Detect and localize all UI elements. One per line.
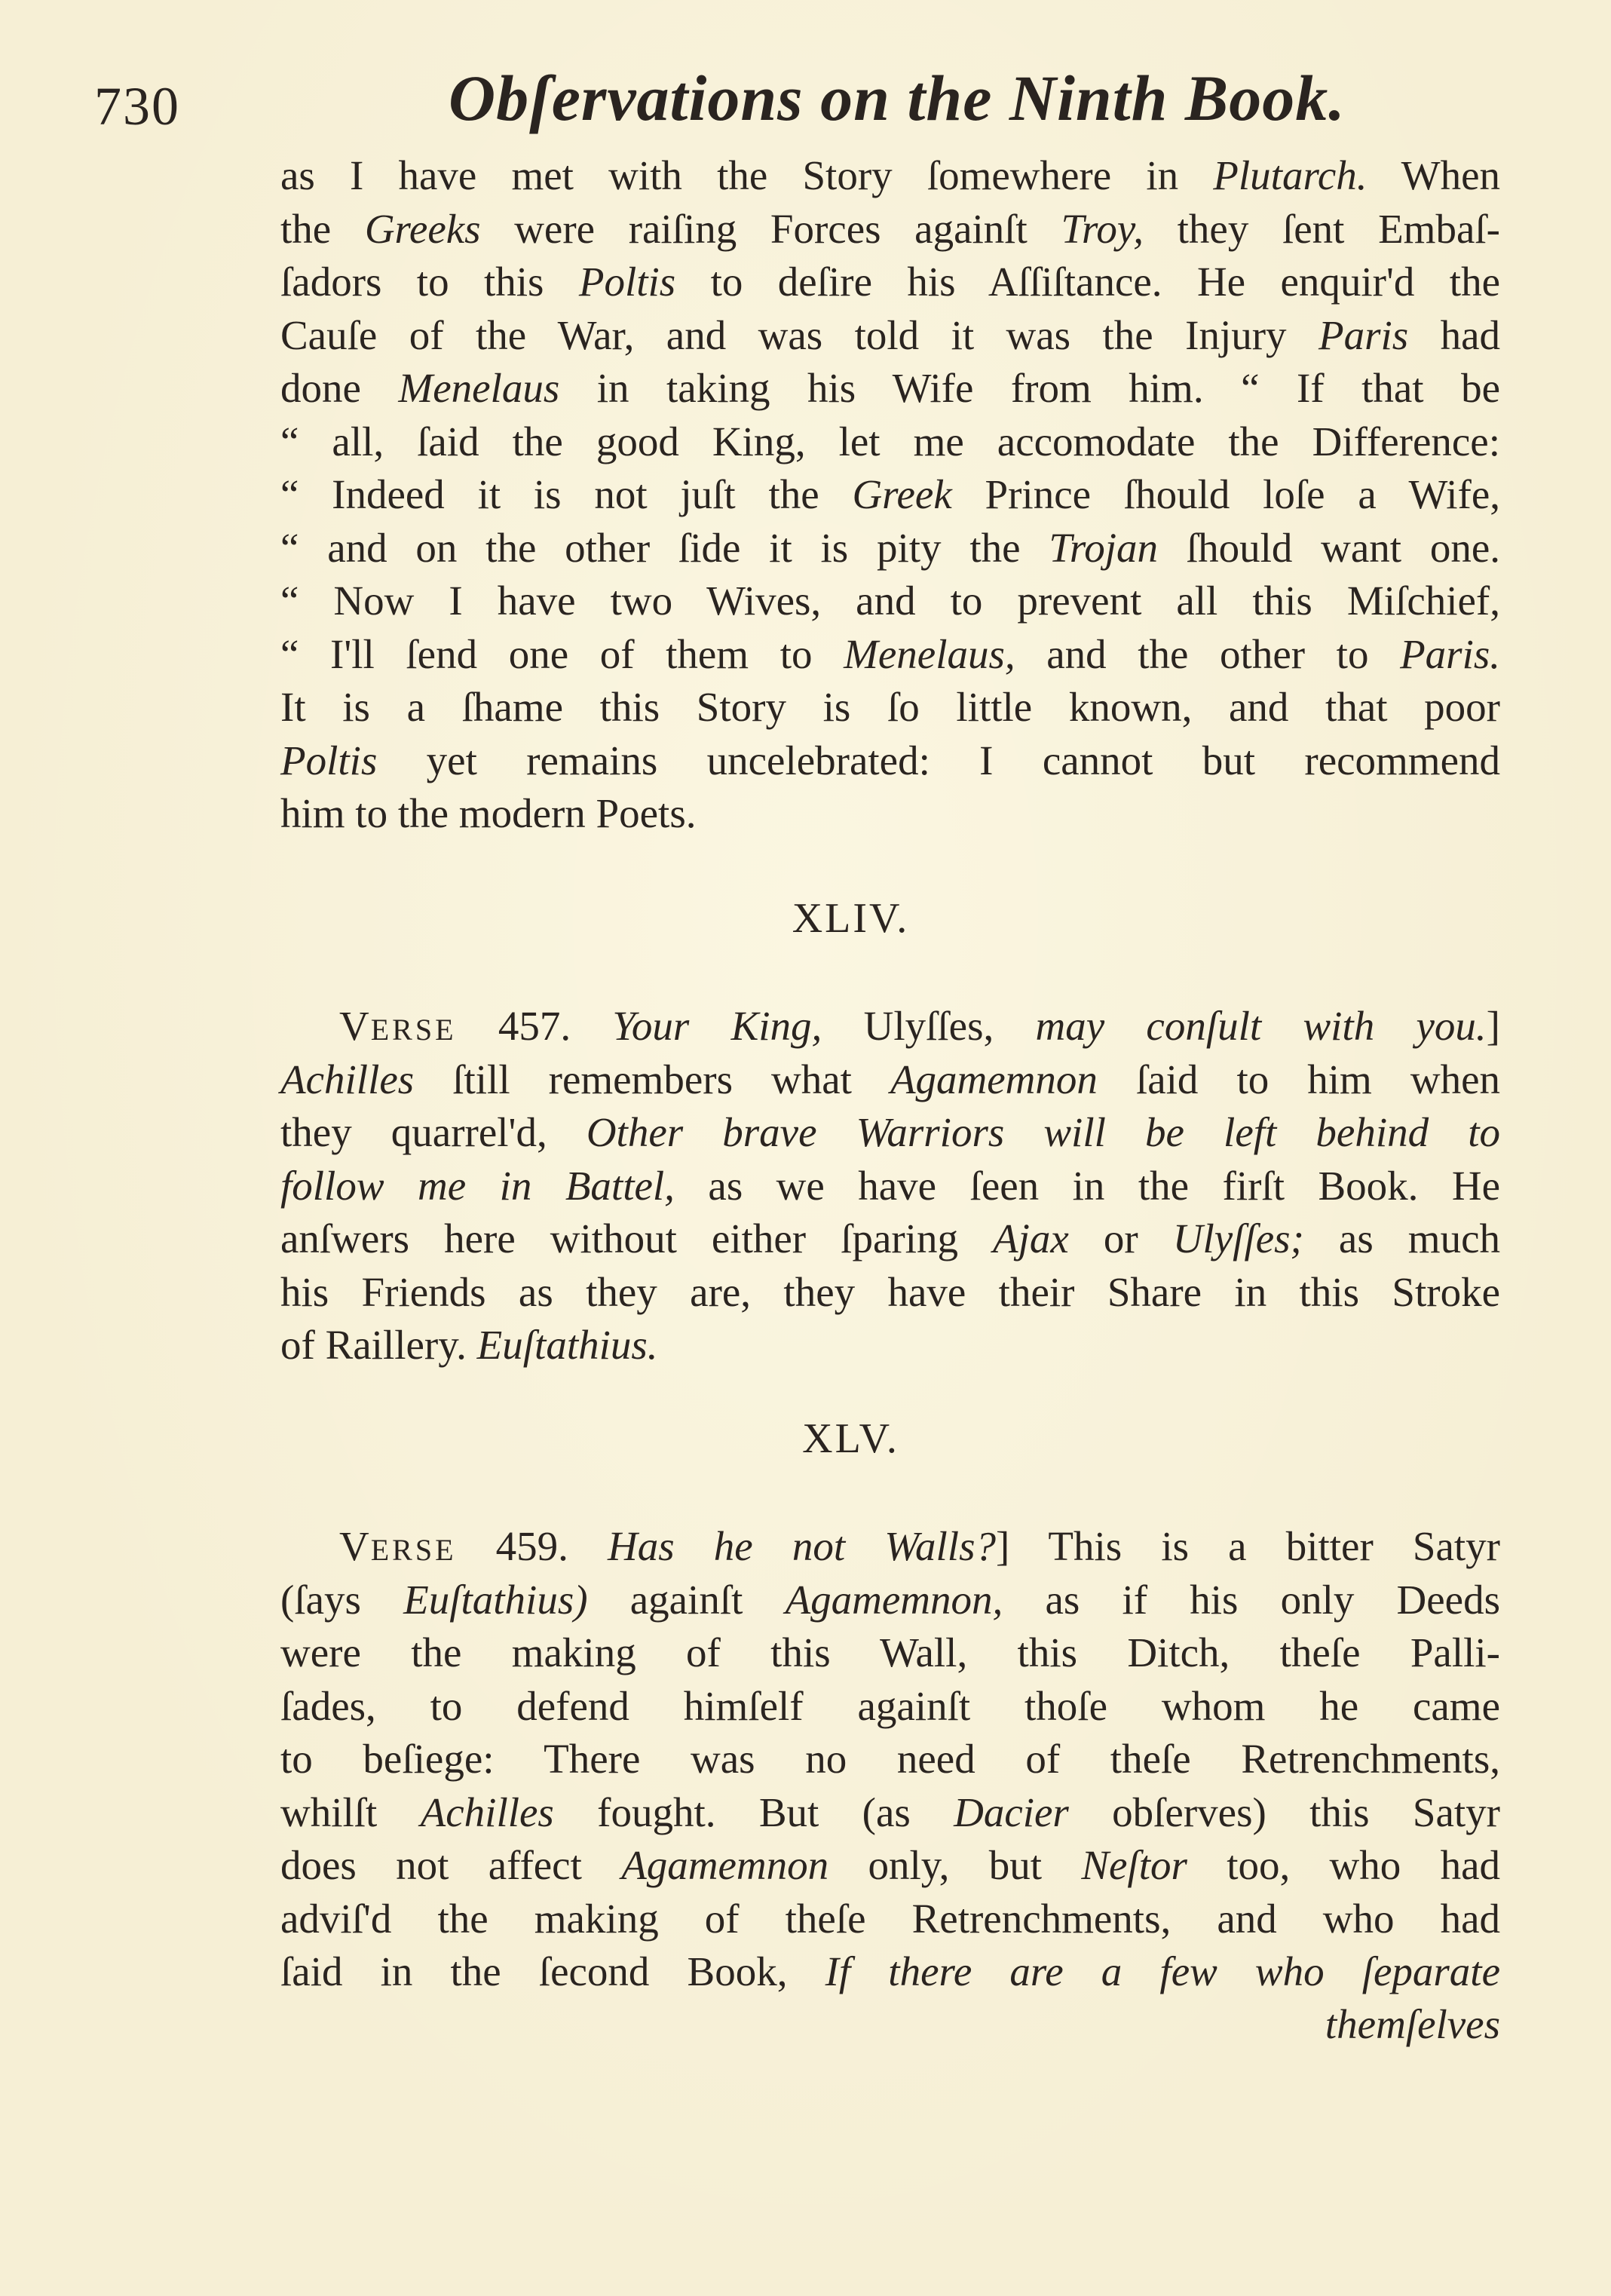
text-run: as we have ſeen in the firſt Book. He bbox=[674, 1162, 1500, 1209]
text-line bbox=[280, 1053, 1500, 1107]
paragraph-intro bbox=[280, 149, 1500, 841]
text-run: yet remains uncelebrated: I cannot but recommend bbox=[377, 737, 1500, 783]
text-run: Ulyſſes, bbox=[822, 1003, 1036, 1049]
text-line bbox=[280, 1106, 1500, 1160]
section-heading-xliv: XLIV. bbox=[792, 895, 910, 942]
text-line bbox=[280, 1266, 1500, 1320]
text-run: “ Now I have two Wives, and to prevent all this Miſchief, bbox=[280, 578, 1500, 624]
text-run: were raiſing Forces againſt bbox=[480, 205, 1061, 252]
italic-text: Paris. bbox=[1400, 630, 1500, 677]
italic-text: Dacier bbox=[954, 1789, 1069, 1835]
text-run: as if his only Deeds bbox=[1003, 1576, 1500, 1623]
running-head bbox=[94, 53, 1511, 143]
text-run: ſhould want one. bbox=[1158, 524, 1500, 571]
text-run: ſaid in the ſecond Book, bbox=[280, 1948, 825, 1994]
text-line bbox=[280, 309, 1500, 363]
italic-text: Paris bbox=[1318, 311, 1409, 358]
text-run: or bbox=[1068, 1215, 1173, 1261]
italic-text: Greek bbox=[852, 471, 952, 517]
italic-text: Euſtathius. bbox=[476, 1322, 658, 1368]
text-run: When bbox=[1367, 152, 1500, 198]
text-run: V bbox=[339, 1523, 371, 1569]
italic-text: Achilles bbox=[280, 1056, 415, 1102]
italic-text: Euſtathius) bbox=[403, 1576, 588, 1623]
italic-text: Other brave Warriors will be left behind to bbox=[586, 1109, 1501, 1155]
text-line bbox=[280, 362, 1500, 415]
text-run: had bbox=[1408, 311, 1500, 358]
text-line bbox=[280, 203, 1500, 256]
text-line bbox=[280, 628, 1500, 682]
text-line bbox=[280, 1786, 1500, 1840]
text-line bbox=[280, 1160, 1500, 1213]
text-run: too, who had bbox=[1187, 1842, 1500, 1888]
text-run: ſades, to defend himſelf againſt thoſe whom he came bbox=[280, 1682, 1500, 1729]
text-run: they quarrel'd, bbox=[280, 1109, 587, 1155]
text-run: “ Indeed it is not juſt the bbox=[280, 471, 853, 517]
text-run: “ and on the other ſide it is pity the bbox=[280, 524, 1049, 571]
text-line bbox=[280, 1626, 1500, 1680]
text-run: againſt bbox=[587, 1576, 786, 1623]
text-line bbox=[280, 1839, 1500, 1893]
italic-text: Ajax bbox=[993, 1215, 1069, 1261]
text-line bbox=[280, 1319, 1500, 1372]
italic-text: Greeks bbox=[364, 205, 481, 252]
text-run: only, but bbox=[828, 1842, 1082, 1888]
text-run: in taking his Wife from him. “ If that be bbox=[559, 365, 1500, 411]
section-heading-xlv: XLV. bbox=[802, 1415, 899, 1462]
catchword-block bbox=[280, 1998, 1500, 2052]
text-line bbox=[280, 1680, 1500, 1733]
text-line bbox=[280, 1000, 1500, 1053]
text-line bbox=[280, 149, 1500, 203]
text-line bbox=[280, 1733, 1500, 1786]
italic-text: Has he not Walls? bbox=[608, 1523, 996, 1569]
page-number: 730 bbox=[94, 76, 180, 136]
text-run: (ſays bbox=[280, 1576, 404, 1623]
text-run: to deſire his Aſſiſtance. He enquir'd the bbox=[675, 259, 1500, 305]
text-run: ] This is a bitter Satyr bbox=[995, 1523, 1500, 1569]
italic-text: Poltis bbox=[578, 259, 676, 305]
text-run: as much bbox=[1303, 1215, 1500, 1261]
text-run: “ I'll ſend one of them to bbox=[280, 630, 844, 677]
italic-text: Troy, bbox=[1061, 205, 1144, 252]
text-line bbox=[280, 415, 1500, 469]
italic-text: Neſtor bbox=[1081, 1842, 1187, 1888]
text-line bbox=[280, 575, 1500, 628]
text-run: V bbox=[339, 1003, 371, 1049]
italic-text: Agamemnon bbox=[890, 1056, 1098, 1102]
text-line bbox=[280, 681, 1500, 734]
text-line bbox=[280, 1945, 1500, 1999]
text-run: does not affect bbox=[280, 1842, 622, 1888]
italic-text: Ulyſſes; bbox=[1172, 1215, 1304, 1261]
text-run: anſwers here without either ſparing bbox=[280, 1215, 994, 1261]
text-line bbox=[280, 522, 1500, 575]
text-line bbox=[280, 787, 1500, 841]
text-run: the bbox=[280, 205, 365, 252]
running-title: Obſervations on the Ninth Book. bbox=[449, 62, 1346, 134]
text-run: ſadors to this bbox=[280, 259, 579, 305]
text-run: as I have met with the Story ſomewhere in bbox=[280, 152, 1214, 198]
italic-text: follow me in Battel, bbox=[280, 1162, 675, 1209]
italic-text: may conſult with you. bbox=[1035, 1003, 1487, 1049]
text-run: fought. But (as bbox=[553, 1789, 954, 1835]
text-run: him to the modern Poets. bbox=[280, 790, 697, 836]
text-run: 459. bbox=[456, 1523, 608, 1569]
text-run: adviſ'd the making of theſe Retrenchments, and who had bbox=[280, 1895, 1500, 1942]
text-run: of Raillery. bbox=[280, 1322, 477, 1368]
text-run: ERSE bbox=[370, 1013, 457, 1047]
italic-text: Menelaus bbox=[398, 365, 560, 411]
text-run: and the other to bbox=[1015, 630, 1401, 677]
italic-text: Plutarch. bbox=[1213, 152, 1368, 198]
italic-text: Agamemnon, bbox=[785, 1576, 1003, 1623]
italic-text: Trojan bbox=[1049, 524, 1159, 571]
text-run: to beſiege: There was no need of theſe Retrenchments, bbox=[280, 1736, 1500, 1782]
italic-text: Poltis bbox=[280, 737, 378, 783]
section-xliv-text bbox=[280, 1000, 1500, 1372]
italic-text: Agamemnon bbox=[621, 1842, 829, 1888]
text-line bbox=[280, 468, 1500, 522]
text-run: obſerves) this Satyr bbox=[1068, 1789, 1501, 1835]
text-line bbox=[280, 1212, 1500, 1266]
text-run: were the making of this Wall, this Ditch, theſe Palli- bbox=[280, 1629, 1500, 1675]
text-line bbox=[280, 1520, 1500, 1574]
catchword: themſelves bbox=[1325, 2001, 1500, 2047]
text-run: ] bbox=[1486, 1003, 1500, 1049]
text-run: Cauſe of the War, and was told it was the Injury bbox=[280, 311, 1319, 358]
text-run: his Friends as they are, they have their Share in this Stroke bbox=[280, 1268, 1500, 1315]
text-run: Prince ſhould loſe a Wife, bbox=[951, 471, 1500, 517]
text-run: It is a ſhame this Story is ſo little known, and that poor bbox=[280, 684, 1500, 730]
section-xlv-text bbox=[280, 1520, 1500, 1999]
italic-text: If there are a few who ſeparate bbox=[825, 1948, 1500, 1994]
text-run: whilſt bbox=[280, 1789, 421, 1835]
text-run: ſtill remembers what bbox=[414, 1056, 890, 1102]
italic-text: Achilles bbox=[420, 1789, 554, 1835]
text-run: ERSE bbox=[370, 1533, 457, 1567]
text-run: they ſent Embaſ- bbox=[1144, 205, 1500, 252]
italic-text: Your King, bbox=[612, 1003, 822, 1049]
text-line bbox=[280, 734, 1500, 788]
text-run: “ all, ſaid the good King, let me accomodate the Difference: bbox=[280, 418, 1500, 464]
text-run: ſaid to him when bbox=[1097, 1056, 1500, 1102]
text-run: 457. bbox=[456, 1003, 613, 1049]
text-run: done bbox=[280, 365, 399, 411]
italic-text: Menelaus, bbox=[844, 630, 1015, 677]
text-line bbox=[280, 1574, 1500, 1627]
text-line bbox=[280, 256, 1500, 309]
text-line bbox=[280, 1893, 1500, 1946]
